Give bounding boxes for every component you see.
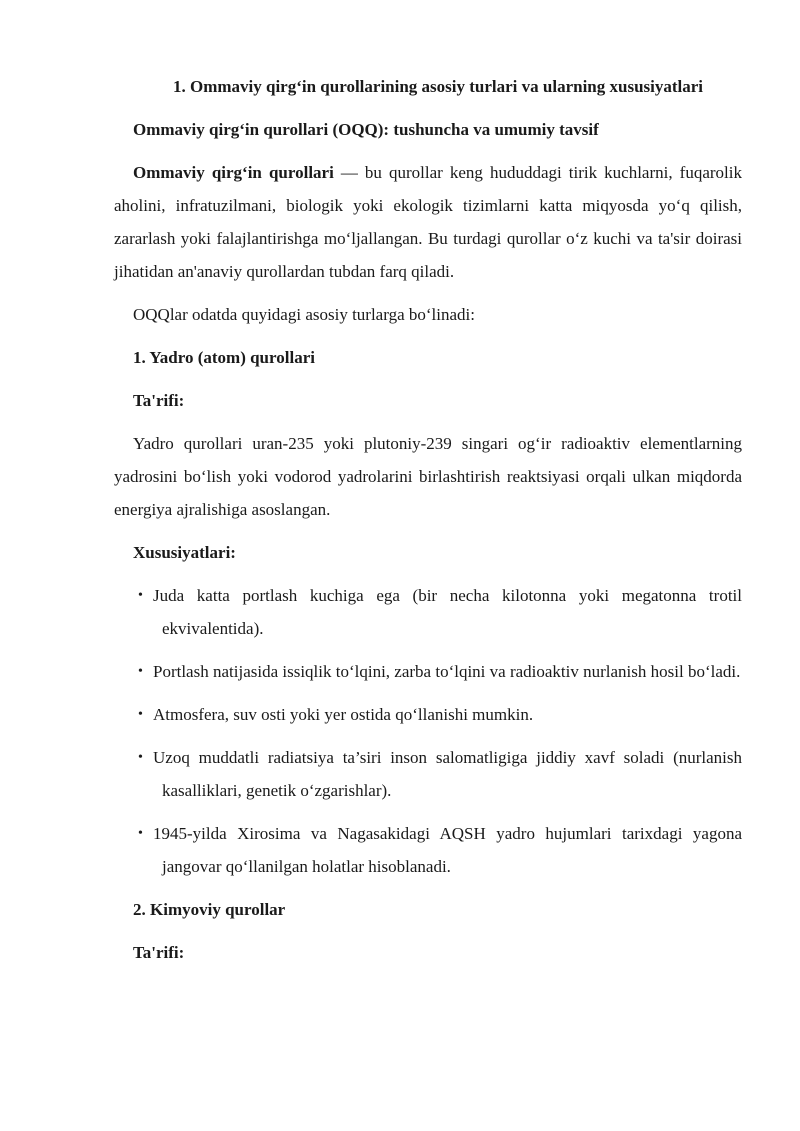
bullet-icon: • bbox=[138, 707, 143, 722]
list-item bbox=[114, 579, 742, 645]
list-item-text: Juda katta portlash kuchiga ega (bir necha kilotonna yoki megatonna trotil ekvivalentida). bbox=[153, 586, 742, 638]
section1-definition-label: Ta'rifi: bbox=[133, 391, 185, 410]
intro-paragraph bbox=[114, 156, 742, 288]
intro-text: — bu qurollar keng hududdagi tirik kuchlarni, fuqarolik aholini, infratuzilmani, biologik yoki ekologik tizimlarni katta miqyosda yo‘q qilish, zararlash yoki falajlantirishga mo‘ljallangan. Bu turdagi qurollar o‘z kuchi va ta'sir doirasi jihatidan an'anaviy qurollardan tubdan farq qiladi. bbox=[114, 163, 742, 281]
list-item bbox=[114, 655, 742, 688]
section1-features-label: Xususiyatlari: bbox=[133, 543, 236, 562]
list-item bbox=[114, 741, 742, 807]
list-item bbox=[114, 817, 742, 883]
document-title: 1. Ommaviy qirg‘in qurollarining asosiy turlari va ularning xususiyatlari bbox=[172, 77, 704, 96]
bullet-icon: • bbox=[138, 588, 143, 603]
section1-definition-text: Yadro qurollari uran-235 yoki plutoniy-239 singari og‘ir radioaktiv elementlarning yadrosini bo‘lish yoki vodorod yadrolarini birlashtirish reaktsiyasi orqali ulkan miqdorda energiya ajralishiga asoslangan. bbox=[114, 434, 742, 519]
bullet-icon: • bbox=[138, 664, 143, 679]
bullet-icon: • bbox=[138, 826, 143, 841]
intro-lead-term: Ommaviy qirg‘in qurollari bbox=[133, 163, 334, 182]
types-intro: OQQlar odatda quyidagi asosiy turlarga bo‘linadi: bbox=[133, 305, 475, 324]
section1-heading: 1. Yadro (atom) qurollari bbox=[133, 348, 315, 367]
list-item-text: Portlash natijasida issiqlik to‘lqini, zarba to‘lqini va radioaktiv nurlanish hosil bo‘ladi. bbox=[153, 662, 741, 681]
list-item-text: Atmosfera, suv osti yoki yer ostida qo‘llanishi mumkin. bbox=[153, 705, 534, 724]
list-item-text: Uzoq muddatli radiatsiya ta’siri inson salomatligiga jiddiy xavf soladi (nurlanish kasalliklari, genetik o‘zgarishlar). bbox=[153, 748, 742, 800]
section1-features-list bbox=[114, 579, 742, 883]
list-item bbox=[114, 698, 742, 731]
bullet-icon: • bbox=[138, 750, 143, 765]
list-item-text: 1945-yilda Xirosima va Nagasakidagi AQSH yadro hujumlari tarixdagi yagona jangovar qo‘llanilgan holatlar hisoblanadi. bbox=[153, 824, 742, 876]
section2-definition-label: Ta'rifi: bbox=[133, 943, 185, 962]
document-subtitle: Ommaviy qirg‘in qurollari (OQQ): tushuncha va umumiy tavsif bbox=[133, 120, 599, 139]
section2-heading: 2. Kimyoviy qurollar bbox=[133, 900, 286, 919]
document-page bbox=[114, 70, 742, 979]
